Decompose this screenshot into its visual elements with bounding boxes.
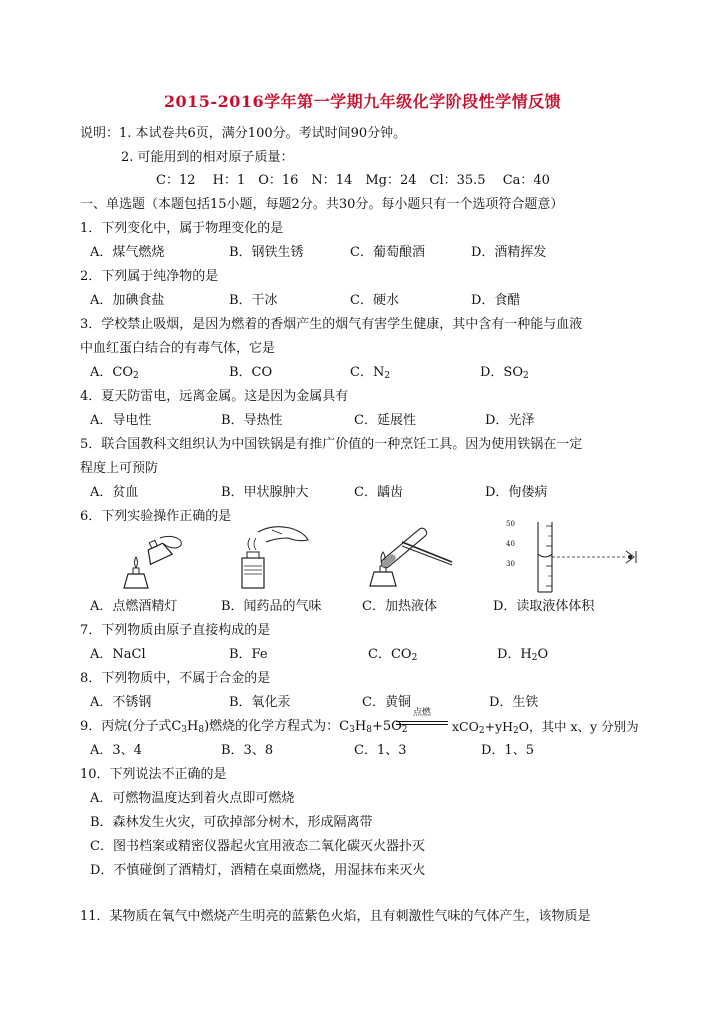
q2-option-a: A．加碘食盐	[90, 293, 165, 308]
q6-option-b: B．闻药品的气味	[221, 599, 322, 614]
q9-equals-bar-bottom	[396, 724, 448, 725]
q1-option-d: D．酒精挥发	[471, 245, 547, 260]
note-1: 说明：1. 本试卷共6页，满分100分。考试时间90分钟。	[80, 126, 407, 141]
q1-option-a: A．煤气燃烧	[90, 245, 165, 260]
q6-option-a: A．点燃酒精灯	[90, 599, 178, 614]
q3-option-c: C．$N_2$	[350, 365, 391, 381]
q1-stem: 1．下列变化中，属于物理变化的是	[80, 221, 284, 236]
q5-option-d: D．佝偻病	[485, 485, 548, 500]
exam-title: 2015-2016学年第一学期九年级化学阶段性学情反馈	[163, 92, 562, 111]
q6-stem: 6．下列实验操作正确的是	[80, 509, 232, 524]
q9-reaction-condition: 点燃	[412, 708, 431, 718]
q3-stem-line2: 中血红蛋白结合的有毒气体，它是	[80, 341, 276, 356]
scale-label-40: 40	[506, 540, 515, 548]
q10-option-d: D．不慎碰倒了酒精灯，酒精在桌面燃烧，用湿抹布来灭火	[90, 863, 426, 878]
q10-option-b: B．森林发生火灾，可砍掉部分树木，形成隔离带	[90, 815, 373, 830]
q8-option-c: C．黄铜	[362, 695, 411, 710]
q3-option-a: A．$CO_2$	[90, 365, 139, 381]
q11-stem: 11．某物质在氧气中燃烧产生明亮的蓝紫色火焰，且有刺激性气味的气体产生，该物质是	[80, 909, 591, 924]
q4-option-d: D．光泽	[485, 413, 535, 428]
section-1-heading: 一、单选题（本题包括15小题，每题2分。共30分。每小题只有一个选项符合题意）	[80, 197, 564, 212]
q8-option-b: B．氧化汞	[229, 695, 291, 710]
q4-stem: 4．夏天防雷电，远离金属。这是因为金属具有	[80, 389, 349, 404]
q6-option-d: D．读取液体体积	[493, 599, 595, 614]
q6-option-c: C．加热液体	[362, 599, 437, 614]
q10-option-c: C．图书档案或精密仪器起火宜用液态二氧化碳灭火器扑灭	[90, 839, 425, 854]
scale-label-50: 50	[506, 520, 515, 528]
q9-option-c: C．1、3	[354, 743, 407, 758]
q8-stem: 8．下列物质中，不属于合金的是	[80, 671, 271, 686]
q3-option-d: D．$SO_2$	[480, 365, 529, 381]
q4-option-b: B．导热性	[221, 413, 283, 428]
q5-option-c: C．龋齿	[354, 485, 403, 500]
figure-light-alcohol-lamp	[110, 530, 190, 594]
q7-option-a: A．NaCl	[90, 647, 146, 662]
q1-option-b: B．钢铁生锈	[229, 245, 304, 260]
q5-stem-line1: 5．联合国教科文组织认为中国铁锅是有推广价值的一种烹饪工具。因为使用铁锅在一定	[80, 437, 583, 452]
note-2: 2. 可能用到的相对原子质量：	[121, 150, 294, 165]
note-atomic-masses: C：12 H：1 O：16 N：14 Mg：24 Cl：35.5 Ca：40	[156, 173, 550, 188]
q5-stem-line2: 程度上可预防	[80, 461, 159, 476]
q2-option-b: B．干冰	[229, 293, 278, 308]
q2-option-d: D．食醋	[471, 293, 521, 308]
q9-option-a: A．3、4	[90, 743, 142, 758]
q10-stem: 10．下列说法不正确的是	[80, 767, 227, 782]
q3-option-b: B．CO	[229, 365, 273, 380]
scale-label-30: 30	[506, 560, 515, 568]
q10-option-a: A．可燃物温度达到着火点即可燃烧	[90, 791, 295, 806]
q2-option-c: C．硬水	[350, 293, 399, 308]
q5-option-a: A．贫血	[90, 485, 139, 500]
q7-option-c: C．$CO_2$	[368, 647, 418, 663]
q1-option-c: C．葡萄酿酒	[350, 245, 425, 260]
q9-stem-right: $xCO_2+yH_2O$，其中 x、y 分别为	[452, 719, 639, 736]
q3-stem-line1: 3．学校禁止吸烟，是因为燃着的香烟产生的烟气有害学生健康，其中含有一种能与血液	[80, 317, 583, 332]
figure-heat-liquid	[356, 520, 456, 590]
q7-option-d: D．$H_2O$	[497, 647, 549, 663]
figure-read-volume	[522, 518, 642, 594]
q9-option-d: D．1、5	[481, 743, 534, 758]
q8-option-d: D．生铁	[489, 695, 539, 710]
q7-stem: 7．下列物质由原子直接构成的是	[80, 623, 271, 638]
q5-option-b: B．甲状腺肿大	[221, 485, 309, 500]
q4-option-c: C．延展性	[354, 413, 416, 428]
q9-option-b: B．3、8	[221, 743, 274, 758]
q8-option-a: A．不锈钢	[90, 695, 152, 710]
q9-equals-bar-top	[396, 721, 448, 722]
q2-stem: 2．下列属于纯净物的是	[80, 269, 219, 284]
q4-option-a: A．导电性	[90, 413, 152, 428]
q7-option-b: B．Fe	[229, 647, 268, 662]
q9-stem-left: 9．丙烷(分子式$C_3H_8$)燃烧的化学方程式为：$C_3H_8+5O_2$	[80, 719, 408, 735]
figure-smell-chemical	[232, 522, 312, 590]
